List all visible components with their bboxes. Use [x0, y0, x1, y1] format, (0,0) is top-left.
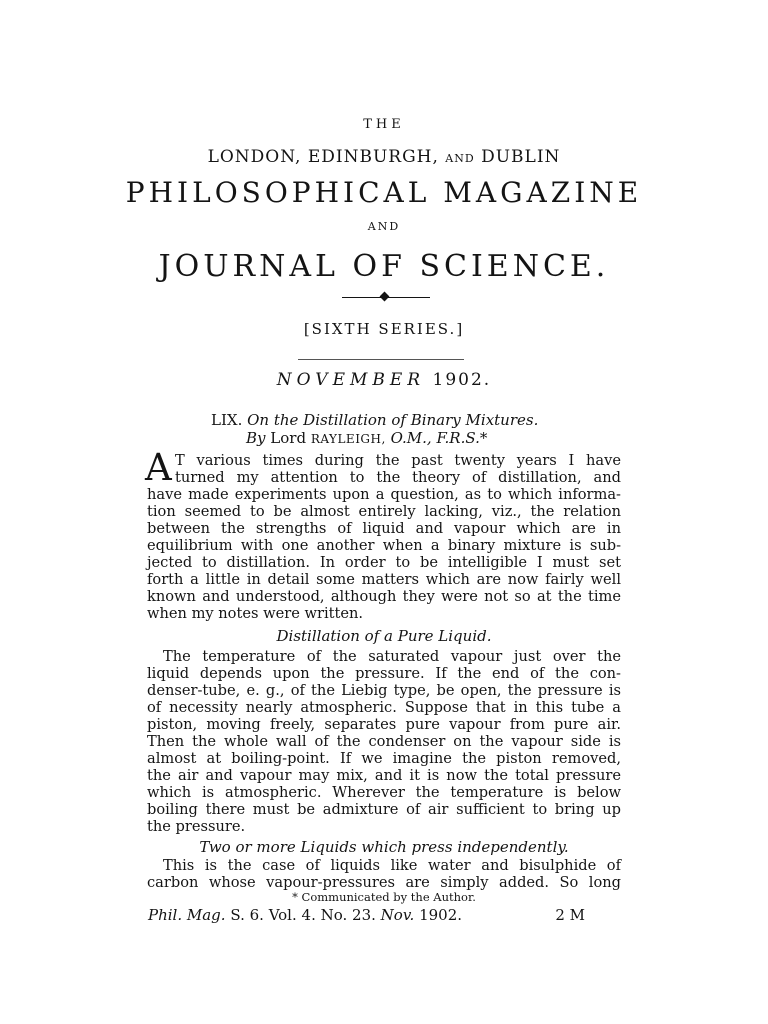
body-line: the air and vapour may mix, and it is now the total pressure: [147, 767, 621, 784]
body-line: denser-tube, e. g., of the Liebig type, be open, the pressure is: [147, 682, 621, 699]
article-title: On the Distillation of Binary Mixtures.: [247, 411, 539, 429]
body-line: the pressure.: [147, 818, 246, 835]
body-line: T various times during the past twenty years I have: [175, 452, 621, 469]
article-byline: [246, 429, 487, 447]
article-number: LIX.: [211, 411, 243, 429]
running-footer: [148, 906, 462, 924]
footnote: * Communicated by the Author.: [292, 890, 476, 904]
masthead-and: AND: [367, 220, 401, 233]
issue-year: 1902.: [432, 370, 492, 390]
body-line: forth a little in detail some matters which are now fairly well: [147, 571, 621, 588]
footer-series: S. 6. Vol. 4. No. 23.: [230, 906, 376, 924]
body-line: boiling there must be admixture of air sufficient to bring up: [147, 801, 621, 818]
body-line: which is atmospheric. Wherever the temperature is below: [147, 784, 621, 801]
masthead-title: PHILOSOPHICAL MAGAZINE: [125, 176, 643, 209]
drop-cap: A: [145, 446, 172, 489]
body-line: piston, moving freely, separates pure vapour from pure air.: [147, 716, 621, 733]
ornament-diamond-icon: [380, 292, 390, 302]
series-label: [SIXTH SERIES.]: [303, 320, 465, 338]
body-line: jected to distillation. In order to be intelligible I must set: [147, 554, 621, 571]
section-heading-pure-liquid: Distillation of a Pure Liquid.: [276, 627, 492, 645]
masthead-cities: [0, 147, 768, 167]
masthead-cities-and: AND: [445, 152, 475, 165]
signature-mark: 2 M: [555, 906, 585, 924]
issue-date: [0, 370, 768, 390]
section-heading-two-liquids: Two or more Liquids which press independently.: [199, 838, 569, 856]
masthead-journal: JOURNAL OF SCIENCE.: [158, 249, 610, 284]
body-line: almost at boiling-point. If we imagine the piston removed,: [147, 750, 621, 767]
masthead-cities-part1: LONDON, EDINBURGH,: [207, 147, 439, 167]
body-line: tion seemed to be almost entirely lacking, viz., the relation: [147, 503, 621, 520]
byline-author: RAYLEIGH,: [310, 432, 386, 446]
byline-credentials: O.M., F.R.S.*: [390, 429, 488, 447]
body-line: of necessity nearly atmospheric. Suppose that in this tube a: [147, 699, 621, 716]
footer-month: Nov.: [380, 906, 415, 924]
byline-by: By: [246, 429, 266, 447]
body-line: Then the whole wall of the condenser on the vapour side is: [147, 733, 621, 750]
body-line: liquid depends upon the pressure. If the end of the con-: [147, 665, 621, 682]
body-line: when my notes were written.: [147, 605, 364, 622]
body-line: This is the case of liquids like water and bisulphide of: [163, 857, 621, 874]
masthead-the: THE: [363, 117, 405, 132]
masthead-cities-part2: DUBLIN: [481, 147, 561, 167]
date-rule: [298, 359, 464, 360]
footer-journal: Phil. Mag.: [148, 906, 226, 924]
body-line: equilibrium with one another when a binary mixture is sub-: [147, 537, 621, 554]
body-line: carbon whose vapour-pressures are simply added. So long: [147, 874, 621, 891]
footer-year: 1902.: [419, 906, 463, 924]
body-line: The temperature of the saturated vapour just over the: [163, 648, 621, 665]
body-line: known and understood, although they were not so at the time: [147, 588, 621, 605]
byline-lord: Lord: [270, 429, 307, 447]
ornament-rule: [342, 296, 430, 300]
article-title-line: [211, 411, 538, 429]
body-line: turned my attention to the theory of distillation, and: [175, 469, 621, 486]
issue-month: NOVEMBER: [276, 370, 426, 390]
body-line: between the strengths of liquid and vapour which are in: [147, 520, 621, 537]
body-line: have made experiments upon a question, as to which informa-: [147, 486, 621, 503]
